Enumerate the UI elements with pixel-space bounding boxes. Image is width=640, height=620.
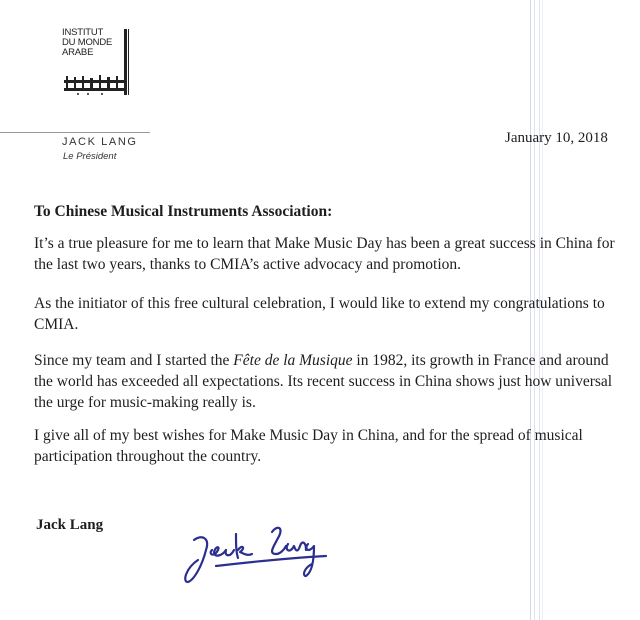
logo-arabic-calligraphy	[62, 74, 128, 96]
logo-text	[62, 28, 132, 58]
salutation: To Chinese Musical Instruments Association:	[34, 203, 333, 220]
logo-bar-thin	[128, 29, 129, 95]
paragraph-3-end: in 1982, its growth in France and around the world has exceeded all expectations. Its recent success in China shows just how universal the urge for music-making really is.	[34, 352, 613, 411]
paragraph-3	[34, 350, 624, 413]
letter-date: January 10, 2018	[505, 130, 608, 146]
logo-line-3: ARABE	[62, 47, 94, 58]
fete-de-la-musique: Fête de la Musique	[233, 352, 353, 369]
closing-name: Jack Lang	[36, 517, 104, 533]
logo-line-1: INSTITUT	[62, 27, 104, 38]
paragraph-2: As the initiator of this free cultural celebration, I would like to extend my congratulations to CMIA.	[34, 295, 605, 333]
paragraph-4: I give all of my best wishes for Make Music Day in China, and for the spread of musical participation throughout the country.	[34, 427, 583, 465]
paragraph-3-start: Since my team and I started the	[34, 352, 234, 369]
handwritten-signature	[180, 520, 330, 590]
institut-logo	[62, 28, 132, 98]
header-rule	[0, 132, 150, 133]
logo-line-2: DU MONDE	[62, 37, 113, 48]
sender-name: JACK LANG	[62, 136, 138, 148]
paragraph-1: It’s a true pleasure for me to learn that Make Music Day has been a great success in China for the last two years, thanks to CMIA’s active advocacy and promotion.	[34, 235, 615, 273]
sender-title: Le Président	[63, 151, 117, 162]
